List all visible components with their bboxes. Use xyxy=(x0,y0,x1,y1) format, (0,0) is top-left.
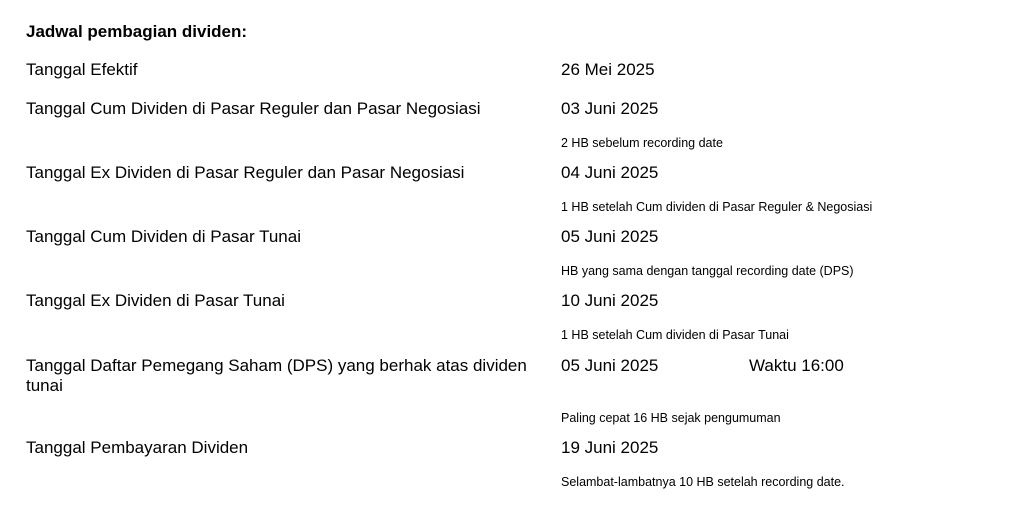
row-label-cum-regular: Tanggal Cum Dividen di Pasar Reguler dan Pasar Negosiasi xyxy=(26,99,481,118)
row-value-recording-date: 05 Juni 2025 xyxy=(561,356,659,375)
row-value-effective-date: 26 Mei 2025 xyxy=(561,60,655,79)
row-value-cum-regular: 03 Juni 2025 xyxy=(561,99,659,118)
row-value-ex-regular: 04 Juni 2025 xyxy=(561,163,659,182)
row-label-recording-date: Tanggal Daftar Pemegang Saham (DPS) yang berhak atas dividen tunai xyxy=(26,356,527,395)
row-value-cum-cash: 05 Juni 2025 xyxy=(561,227,659,246)
row-note-cum-cash: HB yang sama dengan tanggal recording date (DPS) xyxy=(561,264,854,278)
row-note-ex-cash: 1 HB setelah Cum dividen di Pasar Tunai xyxy=(561,328,789,342)
row-time-recording-date: Waktu 16:00 xyxy=(749,356,844,375)
row-label-ex-regular: Tanggal Ex Dividen di Pasar Reguler dan Pasar Negosiasi xyxy=(26,163,465,182)
row-value-payment-date: 19 Juni 2025 xyxy=(561,438,659,457)
schedule-title: Jadwal pembagian dividen: xyxy=(26,22,248,41)
row-note-cum-regular: 2 HB sebelum recording date xyxy=(561,136,723,150)
row-label-effective-date: Tanggal Efektif xyxy=(26,60,138,79)
row-value-ex-cash: 10 Juni 2025 xyxy=(561,291,659,310)
row-label-ex-cash: Tanggal Ex Dividen di Pasar Tunai xyxy=(26,291,285,310)
row-note-ex-regular: 1 HB setelah Cum dividen di Pasar Reguler & Negosiasi xyxy=(561,200,873,214)
row-label-payment-date: Tanggal Pembayaran Dividen xyxy=(26,438,249,457)
row-label-cum-cash: Tanggal Cum Dividen di Pasar Tunai xyxy=(26,227,301,246)
row-note-recording-date: Paling cepat 16 HB sejak pengumuman xyxy=(561,411,781,425)
row-note-payment-date: Selambat-lambatnya 10 HB setelah recording date. xyxy=(561,475,845,489)
